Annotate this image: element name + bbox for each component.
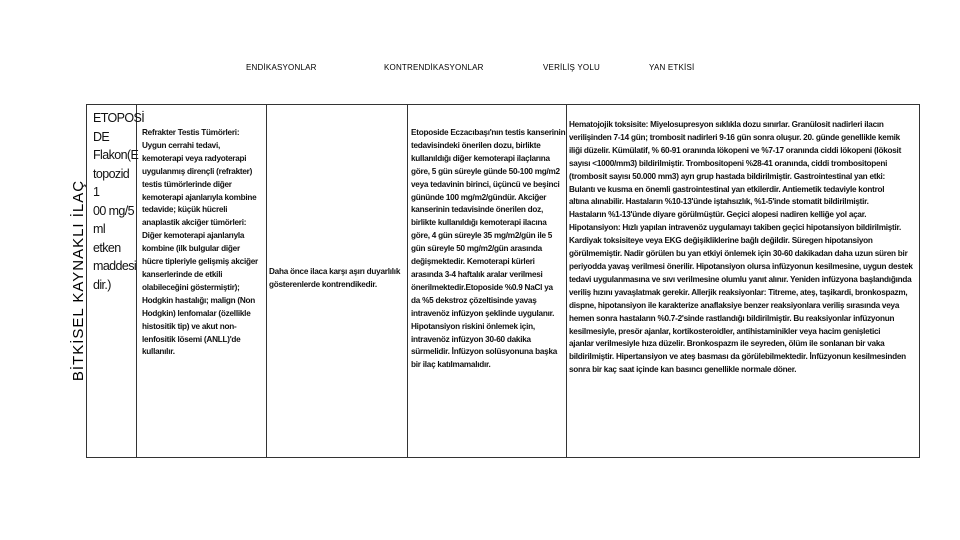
header-yan-etkisi: YAN ETKİSİ xyxy=(649,63,695,72)
drug-name: ETOPOSİ DE Flakon(E topozid 1 00 mg/5 ml etken maddesi dir.) xyxy=(93,111,145,292)
header-verilis-yolu: VERİLİŞ YOLU xyxy=(543,63,600,72)
drug-table xyxy=(86,104,920,458)
administration-text: Etoposide Eczacıbaşı'nın testis kanserinin tedavisindeki önerilen dozu, birlikte kullanıldığı diğer kemoterapi ilaçlarına göre, 5 gün süreyle günde 50-100 mg/m2 veya tedavinin birinci, üçüncü ve beşinci gününde 100 mg/m2/gündür. Akciğer kanserinin tedavisinde önerilen doz, birlikte kullanıldığı kemoterapi ilacına göre, 4 gün süreyle 35 mg/m2/gün ile 5 gün süreyle 50 mg/m2/gün arasında değişmektedir. Kemoterapi kürleri arasında 3-4 haftalık aralar verilmesi önerilmektedir.Etoposide %0.9 NaCl ya da %5 dekstroz çözeltisinde yavaş intravenöz infüzyon şeklinde uygulanır. Hipotansiyon riskini önlemek için, intravenöz infüzyon 30-60 dakika sürmelidir. İnfüzyon solüsyonuna başka bir ilaç katılmamalıdır. xyxy=(411,128,566,370)
indications-cell xyxy=(137,105,267,457)
header-kontrendikasyonlar: KONTRENDİKASYONLAR xyxy=(384,63,484,72)
drug-name-cell xyxy=(87,105,145,457)
contraindications-cell xyxy=(267,105,408,457)
contraindications-text: Daha önce ilaca karşı aşırı duyarlılık gösterenlerde kontrendikedir. xyxy=(269,267,401,289)
header-endikasyonlar: ENDİKASYONLAR xyxy=(246,63,317,72)
side-effects-text: Hematojojik toksisite: Miyelosupresyon sıklıkla dozu sınırlar. Granülosit nadirleri ilacın verilişinden 7-14 gün; trombosit nadirleri 9-16 gün sonra oluşur. 20. günde genellikle kemik iliği düzelir. Kümülatif, % 60-91 oranında lökopeni ve %7-17 oranında ciddi lökopeni (lökosit sayısı <1000/mm3) bildirilmiştir. Trombositopeni %28-41 oranında, ciddi trombositopeni (trombosit sayısı 50.000 mm3) ayrı grup hastada bildirilmiştir. Gastrointestinal yan etki: Bulantı ve kusma en önemli gastrointestinal yan etkilerdir. Antiemetik tedaviyle kontrol altına alınabilir. Hastaların %10-13'ünde iştahsızlık, %1-5'inde stomatit bildirilmiştir. Hastaların %1-13'ünde diyare görülmüştür. Geçici alopesi nadiren kelliğe yol açar. Hipotansiyon: Hızlı yapılan intravenöz uygulamayı takiben geçici hipotansiyon bildirilmiştir. Kardiyak toksisiteye veya EKG değişikliklerine bağlı değildir. Süregen hipotansiyon görülmemiştir. Nadir görülen bu yan etkiyi önlemek için 30-60 dakikadan daha uzun süren bir periyodda yavaş verilmesi önerilir. Hipotansiyon olursa infüzyonun kesilmesine, uygun destek tedavi uygulanmasına ve sıvı verilmesine olumlu yanıt alınır. Yeniden infüzyona başlandığında veriliş hızını yavaşlatmak gerekir. Allerjik reaksiyonlar: Titreme, ateş, taşikardi, bronkospazm, dispne, hipotansiyon ile karakterize anaflaksiye benzer reaksiyonlara veriliş sırasında veya hemen sonra hastaların %0.7-2'sinde rastlandığı bildirilmiştir. Bu reaksiyonlar infüzyonun kesilmesiyle, presör ajanlar, kortikosteroidler, antihistaminikler veya hacim genişletici ajanlar verilmesiyle hıza düzelir. Bronkospazm ile seyreden, ölüm ile sonlanan bir vaka bildirilmiştir. Hipertansiyon ve ateş basması da görülebilmektedir. İnfüzyonun kesilmesinden sonra bir kaç saat içinde kan basıncı genellikle normale döner. xyxy=(569,120,913,375)
side-effects-cell xyxy=(567,105,919,457)
indications-text: Refrakter Testis Tümörleri: Uygun cerrahi tedavi, kemoterapi veya radyoterapi uygulanmış dirençli (refrakter) testis tümörlerinde diğer kemoterapi ajanlarıyla kombine tedavide; küçük hücreli anaplastik akciğer tümörleri: Diğer kemoterapi ajanlarıyla kombine (ilk bulgular diğer hücre tipleriyle gelişmiş akciğer kanserlerinde de etkili olabileceğini göstermiştir); Hodgkin hastalığı; malign (Non Hodgkin) lenfomalar (özellikle histositik tip) ve akut non- lenfositik lösemi (ANLL)'de kullanılır. xyxy=(142,128,258,357)
side-label-text: BİTKİSEL KAYNAKLI İLAÇ xyxy=(70,179,88,381)
administration-cell xyxy=(408,105,567,457)
